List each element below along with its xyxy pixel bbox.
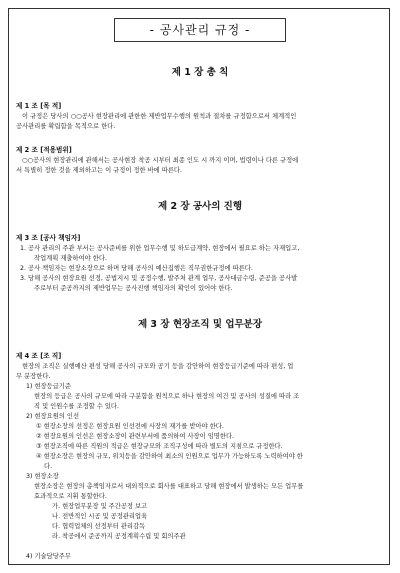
document-title: - 공사관리 규정 -: [114, 18, 286, 42]
section-2-item: ③ 현장조직에 따른 직원의 적급은 현장규모와 조직구성에 따라 별도의 지침으로 규정한다.: [36, 443, 283, 450]
section-2-title: 2) 현장요원의 인선: [26, 413, 80, 420]
section-3-line: 효과적으로 지휘 통할한다.: [34, 493, 107, 500]
section-2-item: ④ 현장소장은 현장의 규모, 위치등을 감안하여 최소의 인원으로 업무가 가능하도록 노력하여야 한: [36, 453, 303, 460]
section-3-item: 라. 착공에서 준공까지 공정계획수립 및 회의주관: [52, 533, 186, 540]
article-1-line: 이 규정은 당사의 ○○공사 현장관리에 관한한 제반업무수행의 원칙과 절차를 규정함으로서 체계적인: [22, 113, 297, 120]
section-1-line: 직 및 인원수를 조정할 수 있다.: [34, 403, 120, 410]
section-1-title: 1) 현장등급기준: [26, 383, 71, 390]
article-3-item: 3. 당해 공사의 현장요원 선정, 공법지시 및 공정수행, 발주처 관계 업무, 공사대금수령, 준공을 공사발: [20, 275, 298, 282]
chapter-1-title: 제 1 장 총 칙: [171, 67, 229, 78]
section-2-item: ① 현장소장의 선정은 현장요원 인선전에 사장의 재가를 받아야 한다.: [36, 423, 224, 430]
article-4-intro: 무 분장한다.: [16, 373, 51, 380]
article-3-item: 1. 공사 관리의 주관 부서는 공사준비를 위한 업무수행 및 하도급계약, 현장에서 필요로 하는 자재입고,: [20, 245, 300, 252]
section-3-item: 나. 전반적인 시공 및 공정관리업육: [52, 513, 148, 520]
section-3-item: 다. 협력업체의 선정부터 관리감독: [52, 523, 146, 530]
article-1-line: 공사관리를 확립함을 목적으로 한다.: [16, 123, 116, 130]
article-2-heading: 제 2 조 [적용범위]: [16, 146, 72, 154]
article-2-line: ○○공사의 현장관리에 관해서는 공사현장 착공 시부터 최종 인도 시 까지 이며, 법령이나 다른 규정에: [22, 157, 299, 164]
section-3-line: 현장소장은 현장의 총책임자로서 대외적으로 회사를 대표하고 당해 현장에서 발생하는 모든 업무를: [34, 483, 304, 490]
article-3-heading: 제 3 조 [공사 책임자]: [16, 234, 81, 242]
section-2-item-cont: 다.: [44, 463, 53, 470]
section-4-title: 4) 기술담당주무: [26, 553, 71, 560]
chapter-2-title: 제 2 장 공사의 진행: [157, 201, 243, 212]
article-3-item-cont: 작업계획 재출하여야 한다.: [34, 255, 107, 262]
chapter-3-title: 제 3 장 현장조직 및 업무분장: [137, 319, 263, 330]
section-3-title: 3) 현장소장: [26, 473, 59, 480]
article-4-intro: 현장의 조직은 실행예산 편성 당해 공사의 규모와 공기 등을 감안하여 현장등급기준에 따라 편성, 업: [22, 363, 294, 370]
article-3-item-cont: 주로부터 준공까지의 제반업무는 공사진행 책임자의 확인이 있어야 한다.: [34, 285, 233, 292]
section-2-item: ② 현장요원의 인선은 현장소장이 관련부서에 품의하여 사장이 임명한다.: [36, 433, 235, 440]
document-body: [16, 16, 384, 562]
article-1-heading: 제 1 조 [목 적]: [16, 102, 62, 110]
section-1-line: 현장의 등급은 공사의 규모에 따라 구분함을 원칙으로 하나 현장의 여건 및 공사의 성질에 따라 조: [34, 393, 300, 400]
article-2-line: 서 특별히 정한 것을 제외하고는 이 규정이 정한 바에 따른다.: [16, 167, 183, 174]
section-3-item: 가. 현장업무분장 및 주간공정 보고: [52, 503, 148, 510]
article-4-heading: 제 4 조 [조 직]: [16, 352, 62, 360]
article-3-item: 2. 공사 책임자는 현장소장으로 하며 당해 공사의 예산집행은 직무권한규정에 따른다.: [20, 265, 253, 272]
